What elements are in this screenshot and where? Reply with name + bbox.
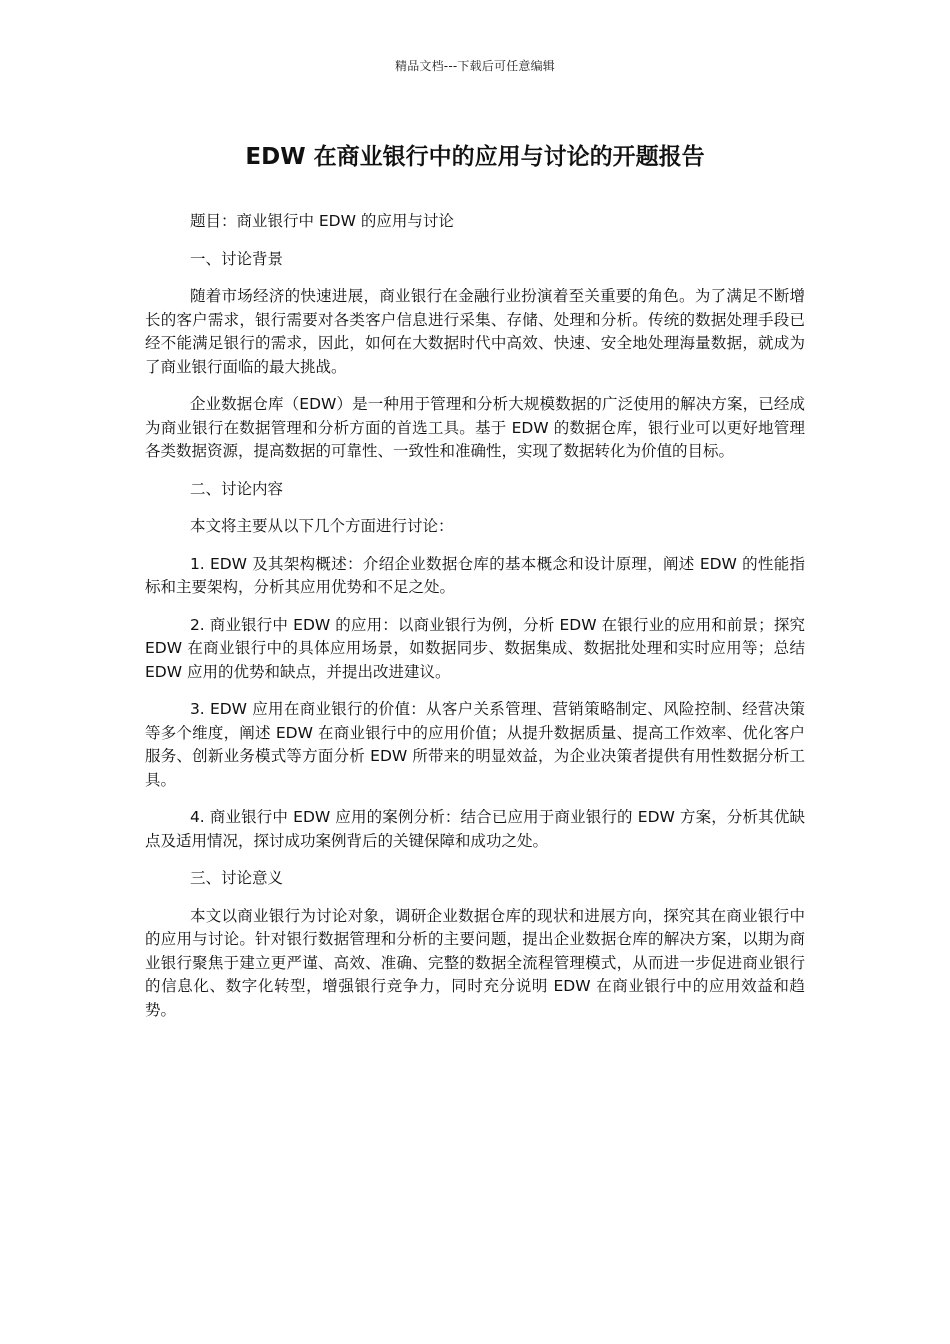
background-paragraph-1: 随着市场经济的快速进展，商业银行在金融行业扮演着至关重要的角色。为了满足不断增长的客户需求，银行需要对各类客户信息进行采集、存储、处理和分析。传统的数据处理手段已经不能满足银行的需求，因此，如何在大数据时代中高效、快速、安全地处理海量数据，就成为了商业银行面临的最大挑战。 (145, 287, 805, 376)
content-item-3: 3. EDW 应用在商业银行的价值：从客户关系管理、营销策略制定、风险控制、经营决策等多个维度，阐述 EDW 在商业银行中的应用价值；从提升数据质量、提高工作效率、优化客户服务、创新业务模式等方面分析 EDW 所带来的明显效益，为企业决策者提供有用性数据分析工具。 (145, 700, 805, 789)
section-heading-content: 二、讨论内容 (189, 479, 283, 498)
topic-line: 题目：商业银行中 EDW 的应用与讨论 (189, 212, 454, 230)
document-body (145, 210, 805, 1036)
content-item-2: 2. 商业银行中 EDW 的应用：以商业银行为例，分析 EDW 在银行业的应用和前景；探究 EDW 在商业银行中的具体应用场景，如数据同步、数据集成、数据批处理和实时应用等；总结 EDW 应用的优势和缺点，并提出改进建议。 (145, 615, 805, 681)
document-title: EDW 在商业银行中的应用与讨论的开题报告 (245, 144, 705, 170)
section-heading-background: 一、讨论背景 (189, 249, 283, 268)
background-paragraph-2: 企业数据仓库（EDW）是一种用于管理和分析大规模数据的广泛使用的解决方案，已经成为商业银行在数据管理和分析方面的首选工具。基于 EDW 的数据仓库，银行业可以更好地管理各类数据资源，提高数据的可靠性、一致性和准确性，实现了数据转化为价值的目标。 (145, 395, 805, 460)
content-intro: 本文将主要从以下几个方面进行讨论： (189, 517, 454, 535)
content-item-1: 1. EDW 及其架构概述：介绍企业数据仓库的基本概念和设计原理，阐述 EDW 的性能指标和主要架构，分析其应用优势和不足之处。 (145, 554, 805, 596)
content-item-4: 4. 商业银行中 EDW 应用的案例分析：结合已应用于商业银行的 EDW 方案，分析其优缺点及适用情况，探讨成功案例背后的关键保障和成功之处。 (145, 808, 805, 850)
page-header: 精品文档---下载后可任意编辑 (395, 59, 555, 73)
section-heading-significance: 三、讨论意义 (189, 869, 283, 887)
significance-paragraph: 本文以商业银行为讨论对象，调研企业数据仓库的现状和进展方向，探究其在商业银行中的应用与讨论。针对银行数据管理和分析的主要问题，提出企业数据仓库的解决方案，以期为商业银行聚焦于建立更严谨、高效、准确、完整的数据全流程管理模式，从而进一步促进商业银行的信息化、数字化转型，增强银行竞争力，同时充分说明 EDW 在商业银行中的应用效益和趋势。 (145, 906, 805, 1019)
